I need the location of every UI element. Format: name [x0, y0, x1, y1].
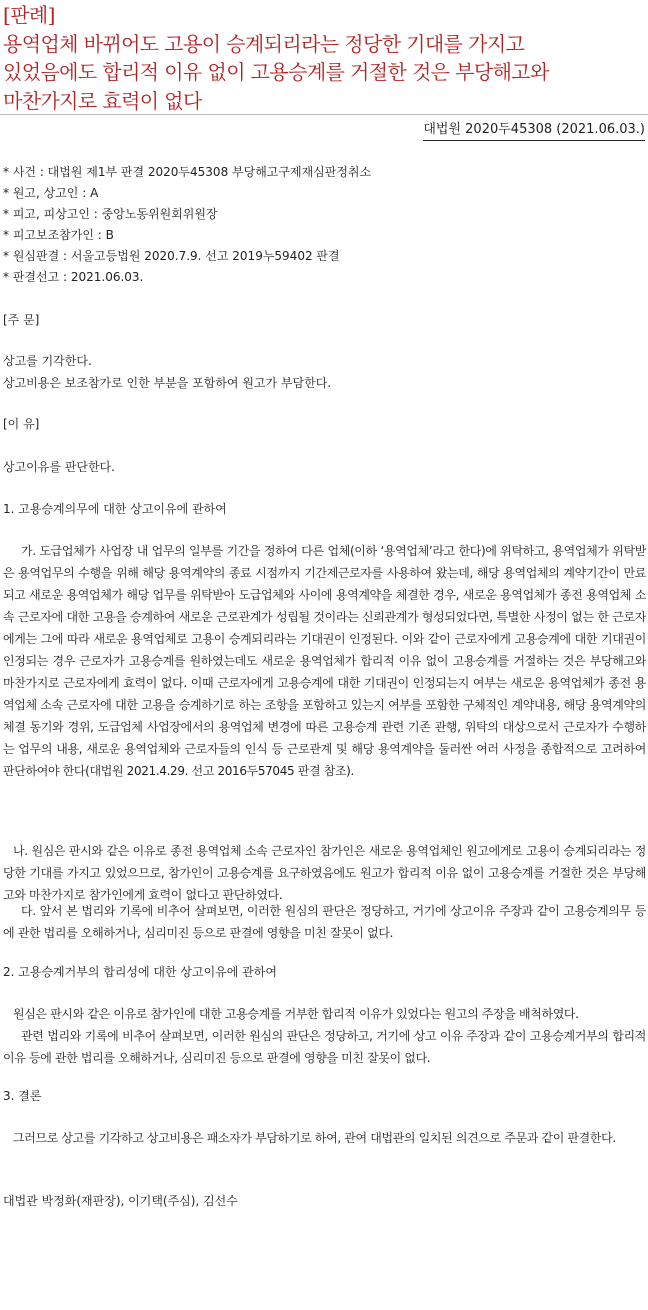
section-1-para-a: 가. 도급업체가 사업장 내 업무의 일부를 기간을 정하여 다른 업체(이하 ‘용역업체’라고 한다)에 위탁하고, 용역업체가 위탁받은 용역업무의 수행을 위해 해당 용역계약의 종료 시점까지 기간제근로자를 사용하여 왔는데, 해당 용역업체의 계약기간이 만료되고 새로운 용역업체가 해당 업무를 위탁받아 도급업체와 사이에 용역계약을 체결한 경우, 새로운 용역업체가 종전 용역업체 소속 근로자에 대한 고용을 승계하여 새로운 근로관계가 성립될 것이라는 신뢰관계가 형성되었다면, 특별한 사정이 없는 한 근로자에게는 그에 따라 새로운 용역업체로 고용이 승계되리라는 기대권이 인정된다. 이와 같이 근로자에게 고용승계에 대한 기대권이 인정되는 경우 근로자가 고용승계를 원하였는데도 새로운 용역업체가 합리적 이유 없이 고용승계를 거절하는 것은 부당해고와 마찬가지로 근로자에게 효력이 없다. 이때 근로자에게 고용승계에 대한 기대권이 인정되는지 여부는 새로운 용역업체가 종전 용역업체 소속 근로자에 대한 고용을 승계하기로 하는 조항을 포함하고 있는지 여부를 포함한 구체적인 계약내용, 해당 용역계약의 체결 동기와 경위, 도급업체 사업장에서의 용역업체 변경에 따른 고용승계 관련 기존 관행, 위탁의 대상으로서 근로자가 수행하는 업무의 내용, 새로운 용역업체와 근로자들의 인식 등 근로관계 및 해당 용역계약을 둘러싼 여러 사정을 종합적으로 고려하여 판단하여야 한다(대법원 2021.4.29. 선고 2016두57045 판결 참조).: [3, 544, 646, 778]
section-2-heading: 2. 고용승계거부의 합리성에 대한 상고이유에 관하여: [3, 965, 277, 979]
title-line: 있었음에도 합리적 이유 없이 고용승계를 거절한 것은 부당해고와: [3, 60, 549, 84]
justices-line: 대법관 박정화(재판장), 이기택(주심), 김선수: [3, 1194, 238, 1208]
order-line: 상고비용은 보조참가로 인한 부분을 포함하여 원고가 부담한다.: [3, 376, 332, 390]
title-line: 용역업체 바뀌어도 고용이 승계되리라는 정당한 기대를 가지고: [3, 31, 525, 56]
case-info-list: [3, 162, 643, 288]
title-line: [판례]: [3, 3, 55, 27]
title-line: 마찬가지로 효력이 없다: [3, 88, 202, 113]
order-heading: [주 문]: [3, 313, 40, 327]
section-3-para: 그러므로 상고를 기각하고 상고비용은 패소자가 부담하기로 하여, 관여 대법관의 일치된 의견으로 주문과 같이 판결한다.: [13, 1131, 616, 1145]
section-2-para-2: 관련 법리와 기록에 비추어 살펴보면, 이러한 원심의 판단은 정당하고, 거기에 상고 이유 주장과 같이 고용승계거부의 합리적 이유 등에 관한 법리를 오해하거나, 심리미진 등으로 판결에 영향을 미친 잘못이 없다.: [3, 1029, 646, 1065]
case-info-item: * 판결선고 : 2021.06.03.: [3, 270, 144, 284]
section-2-para-1: 원심은 판시와 같은 이유로 참가인에 대한 고용승계를 거부한 합리적 이유가 있었다는 원고의 주장을 배척하였다.: [13, 1007, 579, 1021]
case-info-item: * 피고보조참가인 : B: [3, 228, 114, 242]
section-1-para-b: 나. 원심은 판시와 같은 이유로 종전 용역업체 소속 근로자인 참가인은 새로운 용역업체인 원고에게로 고용이 승계되리라는 정당한 기대를 가지고 있었으므로, 참가인이 고용승계를 요구하였음에도 원고가 합리적 이유 없이 고용승계를 거절한 것은 부당해고와 마찬가지로 참가인에게 효력이 없다고 판단하였다.: [3, 844, 646, 902]
case-info-item: * 피고, 피상고인 : 중앙노동위원회위원장: [3, 207, 218, 221]
reason-heading: [이 유]: [3, 417, 40, 431]
case-info-item: * 원고, 상고인 : A: [3, 186, 99, 200]
order-line: 상고를 기각한다.: [3, 354, 92, 368]
case-info-item: * 사건 : 대법원 제1부 판결 2020두45308 부당해고구제재심판정취소: [3, 165, 372, 179]
reason-intro: 상고이유를 판단한다.: [3, 460, 115, 474]
case-citation-link[interactable]: 대법원 2020두45308 (2021.06.03.): [423, 120, 645, 141]
document-title: [3, 1, 647, 115]
section-1-heading: 1. 고용승계의무에 대한 상고이유에 관하여: [3, 502, 227, 516]
section-1-para-c: 다. 앞서 본 법리와 기록에 비추어 살펴보면, 이러한 원심의 판단은 정당하고, 거기에 상고이유 주장과 같이 고용승계의무 등에 관한 법리를 오해하거나, 심리미진 등으로 판결에 영향을 미친 잘못이 없다.: [3, 904, 646, 940]
case-info-item: * 원심판결 : 서울고등법원 2020.7.9. 선고 2019누59402 판결: [3, 249, 340, 263]
title-divider: [0, 114, 648, 115]
section-3-heading: 3. 결론: [3, 1089, 42, 1103]
